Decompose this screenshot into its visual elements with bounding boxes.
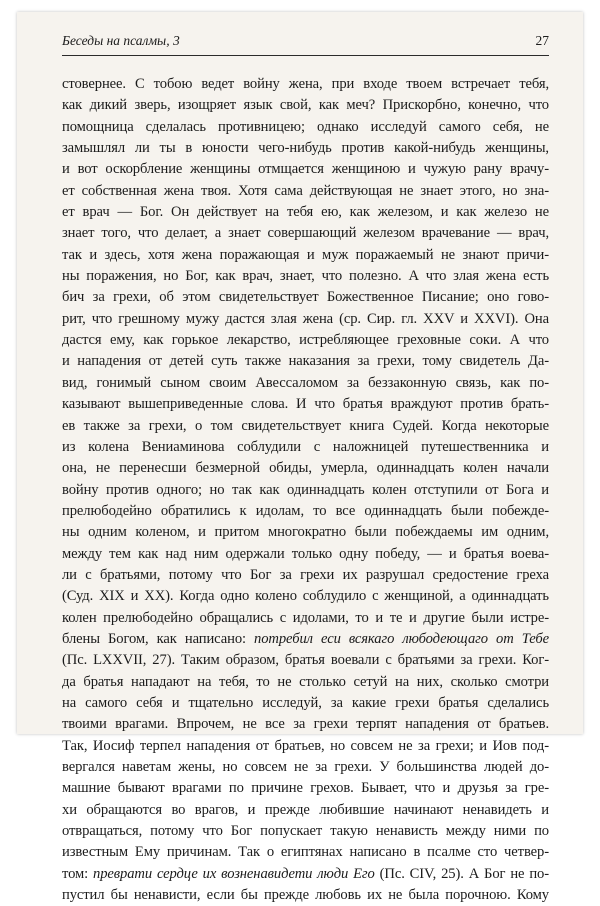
text-segment: замышлял ли ты в юности чего-нибудь против какой-нибудь женщины, xyxy=(62,140,549,157)
text-segment: бич за грехи, об этом свидетельствует Божественное Писание; оно гово- xyxy=(62,289,549,306)
text-segment: известным Ему причинам. Так о египтянах написано в псалме сто четвер- xyxy=(62,844,549,861)
text-segment: она, не перенесши безмерной обиды, умерла, одиннадцать колен начали xyxy=(62,460,549,477)
running-title: Беседы на псалмы, 3 xyxy=(62,33,180,48)
text-line xyxy=(62,138,549,159)
italic-quote: потребил еси всякаго любодеющаго от Тебе xyxy=(254,630,549,647)
text-segment: отвращаться, потому что Бог попускает такую ненависть между ними по xyxy=(62,823,549,840)
text-segment: прелюбодейно обратились к идолам, то все одиннадцать были побежде- xyxy=(62,502,549,519)
text-line xyxy=(62,287,549,308)
text-segment: ет врач — Бог. Он действует на тебя ею, как железом, и как железо не xyxy=(62,204,549,221)
text-line xyxy=(62,629,549,650)
text-segment: помощница сделалась противницею; однако исследуй самого себя, не xyxy=(62,118,549,135)
text-line xyxy=(62,608,549,629)
text-segment: колен прелюбодейно обращались с идолами, то и те и другие были истре- xyxy=(62,609,549,626)
text-line xyxy=(62,181,549,202)
text-line xyxy=(62,821,549,842)
text-line xyxy=(62,266,549,287)
text-line xyxy=(62,800,549,821)
text-line xyxy=(62,757,549,778)
text-line xyxy=(62,501,549,522)
text-line xyxy=(62,544,549,565)
text-line xyxy=(62,330,549,351)
text-segment: вергался наветам жены, но совсем не за грехи. У большинства людей до- xyxy=(62,759,549,775)
text-line xyxy=(62,672,549,693)
page-number: 27 xyxy=(535,33,549,48)
text-line xyxy=(62,74,549,95)
text-segment: знает того, что делает, а знает совершающий железом врачевание — врач, xyxy=(62,225,549,242)
text-line xyxy=(62,394,549,415)
text-segment: пустил бы ненависти, если бы прежде любовь их не была порочною. Кому xyxy=(62,887,549,904)
text-line xyxy=(62,223,549,244)
text-segment: между тем как над ним одержали только одну победу, — и братья воева- xyxy=(62,545,549,562)
text-segment: и вот оскорбление женщины отмщается женщиною и чужую рану врачу- xyxy=(62,161,549,178)
text-segment: (Суд. XIX и XX). Когда одно колено соблудило с женщиной, а одиннадцать xyxy=(62,588,549,605)
text-segment: (Пс. CIV, 25). А Бог не по- xyxy=(374,865,549,882)
text-segment: твоими врагами. Впрочем, не все за грехи терпят нападения от братьев. xyxy=(62,716,549,733)
text-segment: ли с братьями, потому что Бог за грехи их разрушал средостение греха xyxy=(62,566,549,583)
text-line xyxy=(62,480,549,501)
text-segment: из колена Вениаминова соблудили с наложницей путешественника и xyxy=(62,438,549,455)
text-segment: стовернее. С тобою ведет войну жена, при входе твоем встречает тебя, xyxy=(62,76,549,92)
text-segment: как дикий зверь, изощряет язык свой, как меч? Прискорбно, конечно, что xyxy=(62,97,549,114)
text-segment: так и здесь, хотя жена поражающая и муж поражаемый не знают причи- xyxy=(62,246,549,263)
text-segment: хи обращаются во врагов, и прежде любившие начинают ненавидеть и xyxy=(62,801,549,818)
text-line xyxy=(62,95,549,116)
text-line xyxy=(62,736,549,757)
text-segment: (Пс. LXXVII, 27). Таким образом, братья воевали с братьями за грехи. Ког- xyxy=(62,652,549,669)
text-line xyxy=(62,586,549,607)
text-segment: на самого себя и тщательно исследуй, за какие грехи братья сделались xyxy=(62,694,549,711)
text-segment: вид, гонимый сыном своим Авессаломом за беззаконную связь, как по- xyxy=(62,374,549,391)
text-line xyxy=(62,714,549,735)
text-line xyxy=(62,437,549,458)
text-line xyxy=(62,458,549,479)
italic-quote: преврати сердце их возненавидети люди Его xyxy=(93,865,375,882)
text-line xyxy=(62,885,549,906)
text-line xyxy=(62,159,549,180)
text-line xyxy=(62,842,549,863)
text-segment: ет собственная жена твоя. Хотя сама действующая не знает этого, но зна- xyxy=(62,182,549,199)
text-segment: да братья нападают на тебя, то не столько сетуй на них, сколько смотри xyxy=(62,673,549,690)
text-line xyxy=(62,351,549,372)
text-line xyxy=(62,864,549,885)
text-segment: ны одним коленом, и притом многократно были побеждаемы им одним, xyxy=(62,524,549,541)
text-segment: и нападения от детей суть также наказания за грехи, тому свидетель Да- xyxy=(62,353,549,370)
running-head xyxy=(62,33,549,49)
header-rule xyxy=(62,55,549,56)
text-segment: машние бывают врагами по причине грехов. Бывает, что и друзья за гре- xyxy=(62,780,549,797)
body-text xyxy=(62,74,549,906)
text-line xyxy=(62,309,549,330)
text-segment: дастся ему, как горькое лекарство, истребляющее греховные соки. А что xyxy=(62,332,549,349)
text-line xyxy=(62,778,549,799)
text-segment: ны поражения, но Бог, как врач, знает, что полезно. А что злая жена есть xyxy=(62,268,549,285)
text-segment: казывают вышеприведенные слова. И что братья враждуют против брать- xyxy=(62,396,549,413)
text-segment: ев также за грехи, о том свидетельствует книга Судей. Когда некоторые xyxy=(62,417,549,434)
text-segment: войну против одного; но так как одиннадцать колен отступили от Бога и xyxy=(62,481,549,498)
text-segment: блены Богом, как написано: xyxy=(62,630,255,647)
text-line xyxy=(62,693,549,714)
text-segment: том: xyxy=(62,865,94,882)
text-line xyxy=(62,245,549,266)
text-segment: рит, что грешному мужу дастся злая жена (ср. Сир. гл. XXV и XXVI). Она xyxy=(62,310,549,327)
text-line xyxy=(62,522,549,543)
text-line xyxy=(62,650,549,671)
text-line xyxy=(62,373,549,394)
text-line xyxy=(62,565,549,586)
text-line xyxy=(62,117,549,138)
text-line xyxy=(62,202,549,223)
text-line xyxy=(62,416,549,437)
text-segment: Так, Иосиф терпел нападения от братьев, но совсем не за грехи; и Иов под- xyxy=(62,737,549,754)
